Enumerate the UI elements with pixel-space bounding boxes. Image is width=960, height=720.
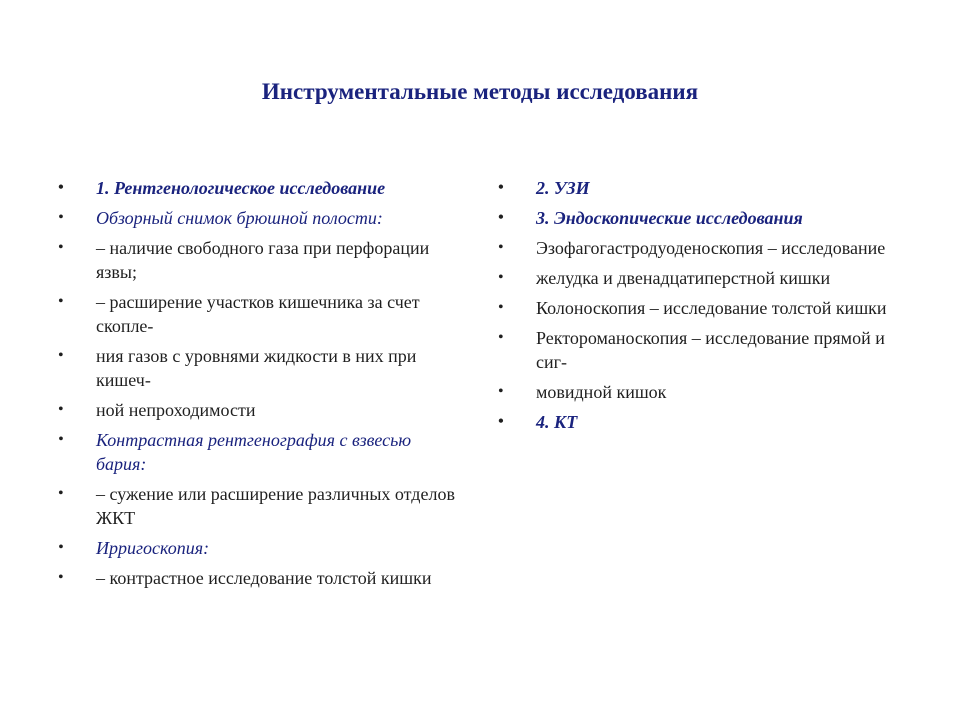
list-item-text: Ирригоскопия: xyxy=(96,538,210,558)
slide-title: Инструментальные методы исследования xyxy=(261,79,699,104)
bullet-icon: • xyxy=(58,539,64,556)
list-item-text: Ректороманоскопия – исследование прямой и сиг- xyxy=(536,328,885,372)
list-item xyxy=(58,176,458,200)
list-item-text: – сужение или расширение различных отделов ЖКТ xyxy=(96,484,455,528)
bullet-icon: • xyxy=(498,413,504,430)
bullet-icon: • xyxy=(498,383,504,400)
bullet-icon: • xyxy=(498,239,504,256)
list-item xyxy=(58,206,458,230)
list-item xyxy=(498,326,898,374)
bullet-icon: • xyxy=(58,569,64,586)
bullet-icon: • xyxy=(498,209,504,226)
list-item-text: – контрастное исследование толстой кишки xyxy=(96,568,432,588)
list-item xyxy=(58,566,458,590)
bullet-icon: • xyxy=(58,239,64,256)
bullet-icon: • xyxy=(58,401,64,418)
list-item xyxy=(58,290,458,338)
bullet-icon: • xyxy=(498,299,504,316)
bullet-icon: • xyxy=(498,179,504,196)
bullet-icon: • xyxy=(58,179,64,196)
list-item xyxy=(58,428,458,476)
right-column-list xyxy=(498,176,898,440)
bullet-icon: • xyxy=(58,293,64,310)
list-item xyxy=(498,410,898,434)
list-item-text: – расширение участков кишечника за счет скопле- xyxy=(96,292,420,336)
list-item xyxy=(58,344,458,392)
bullet-icon: • xyxy=(58,209,64,226)
list-item-text: – наличие свободного газа при перфорации язвы; xyxy=(96,238,430,282)
list-item-text: желудка и двенадцатиперстной кишки xyxy=(536,268,831,288)
list-item-text: мовидной кишок xyxy=(536,382,667,402)
list-item xyxy=(58,536,458,560)
list-item-text: Колоноскопия – исследование толстой кишки xyxy=(536,298,887,318)
list-item xyxy=(58,236,458,284)
list-item-text: ной непроходимости xyxy=(96,400,256,420)
list-item xyxy=(58,398,458,422)
list-item xyxy=(498,296,898,320)
list-item-text: Контрастная рентгенография с взвесью бария: xyxy=(96,430,412,474)
list-item-text: ния газов с уровнями жидкости в них при кишеч- xyxy=(96,346,417,390)
list-item-text: 3. Эндоскопические исследования xyxy=(536,208,803,228)
list-item-text: 2. УЗИ xyxy=(536,178,590,198)
bullet-icon: • xyxy=(58,485,64,502)
bullet-icon: • xyxy=(58,431,64,448)
list-item-text: 4. КТ xyxy=(536,412,578,432)
bullet-icon: • xyxy=(498,269,504,286)
bullet-icon: • xyxy=(498,329,504,346)
list-item xyxy=(58,482,458,530)
list-item xyxy=(498,266,898,290)
list-item-text: Обзорный снимок брюшной полости: xyxy=(96,208,383,228)
list-item xyxy=(498,236,898,260)
list-item-text: Эзофагогастродуоденоскопия – исследование xyxy=(536,238,886,258)
list-item xyxy=(498,206,898,230)
bullet-icon: • xyxy=(58,347,64,364)
list-item xyxy=(498,380,898,404)
list-item xyxy=(498,176,898,200)
list-item-text: 1. Рентгенологическое исследование xyxy=(96,178,386,198)
left-column-list xyxy=(58,176,458,596)
